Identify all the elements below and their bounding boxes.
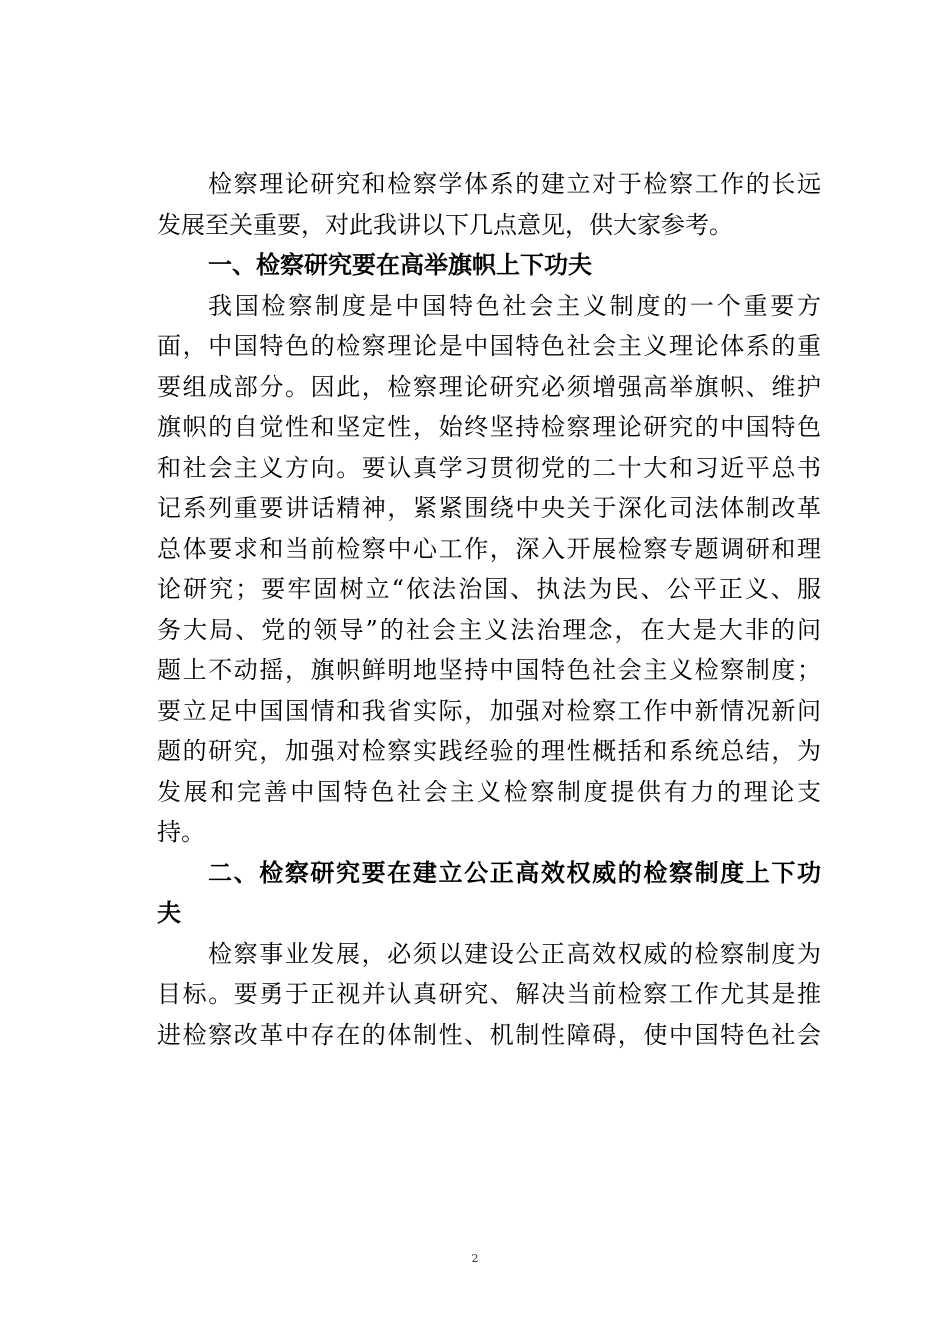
paragraph-line: 进检察改革中存在的体制性、机制性障碍，使中国特色社会 (157, 1020, 821, 1049)
paragraph-line: 题的研究，加强对检察实践经验的理性概括和系统总结，为 (157, 737, 821, 765)
paragraph-line: 检察理论研究和检察学体系的建立对于检察工作的长远 (208, 170, 821, 198)
paragraph-line: 检察事业发展，必须以建设公正高效权威的检察制度为 (208, 939, 821, 968)
paragraph-line: 记系列重要讲话精神，紧紧围绕中央关于深化司法体制改革 (157, 494, 821, 522)
page-number: 2 (471, 1252, 479, 1265)
paragraph-line: 务大局、党的领导”的社会主义法治理念，在大是大非的问 (157, 615, 821, 644)
paragraph-line: 论研究；要牢固树立“依法治国、执法为民、公平正义、服 (157, 575, 821, 603)
paragraph-line: 要组成部分。因此，检察理论研究必须增强高举旗帜、维护 (157, 372, 821, 401)
paragraph-line: 持。 (157, 818, 205, 846)
paragraph-line: 发展和完善中国特色社会主义检察制度提供有力的理论支 (157, 777, 821, 806)
section-heading-2: 二、检察研究要在建立公正高效权威的检察制度上下功 (208, 858, 821, 887)
paragraph-line: 旗帜的自觉性和坚定性，始终坚持检察理论研究的中国特色 (157, 413, 821, 441)
section-heading-1: 一、检察研究要在高举旗帜上下功夫 (208, 251, 592, 279)
paragraph-line: 目标。要勇于正视并认真研究、解决当前检察工作尤其是推 (157, 980, 821, 1008)
paragraph-line: 和社会主义方向。要认真学习贯彻党的二十大和习近平总书 (157, 453, 821, 482)
paragraph-line: 发展至关重要，对此我讲以下几点意见，供大家参考。 (157, 210, 733, 239)
paragraph-line: 总体要求和当前检察中心工作，深入开展检察专题调研和理 (157, 534, 821, 563)
document-body (157, 164, 821, 1055)
paragraph-line: 面，中国特色的检察理论是中国特色社会主义理论体系的重 (157, 332, 821, 360)
paragraph-line: 我国检察制度是中国特色社会主义制度的一个重要方 (208, 291, 821, 320)
section-heading-2-continued: 夫 (157, 899, 181, 927)
paragraph-line: 要立足中国国情和我省实际，加强对检察工作中新情况新问 (157, 696, 821, 725)
paragraph-line: 题上不动摇，旗帜鲜明地坚持中国特色社会主义检察制度； (157, 656, 821, 684)
